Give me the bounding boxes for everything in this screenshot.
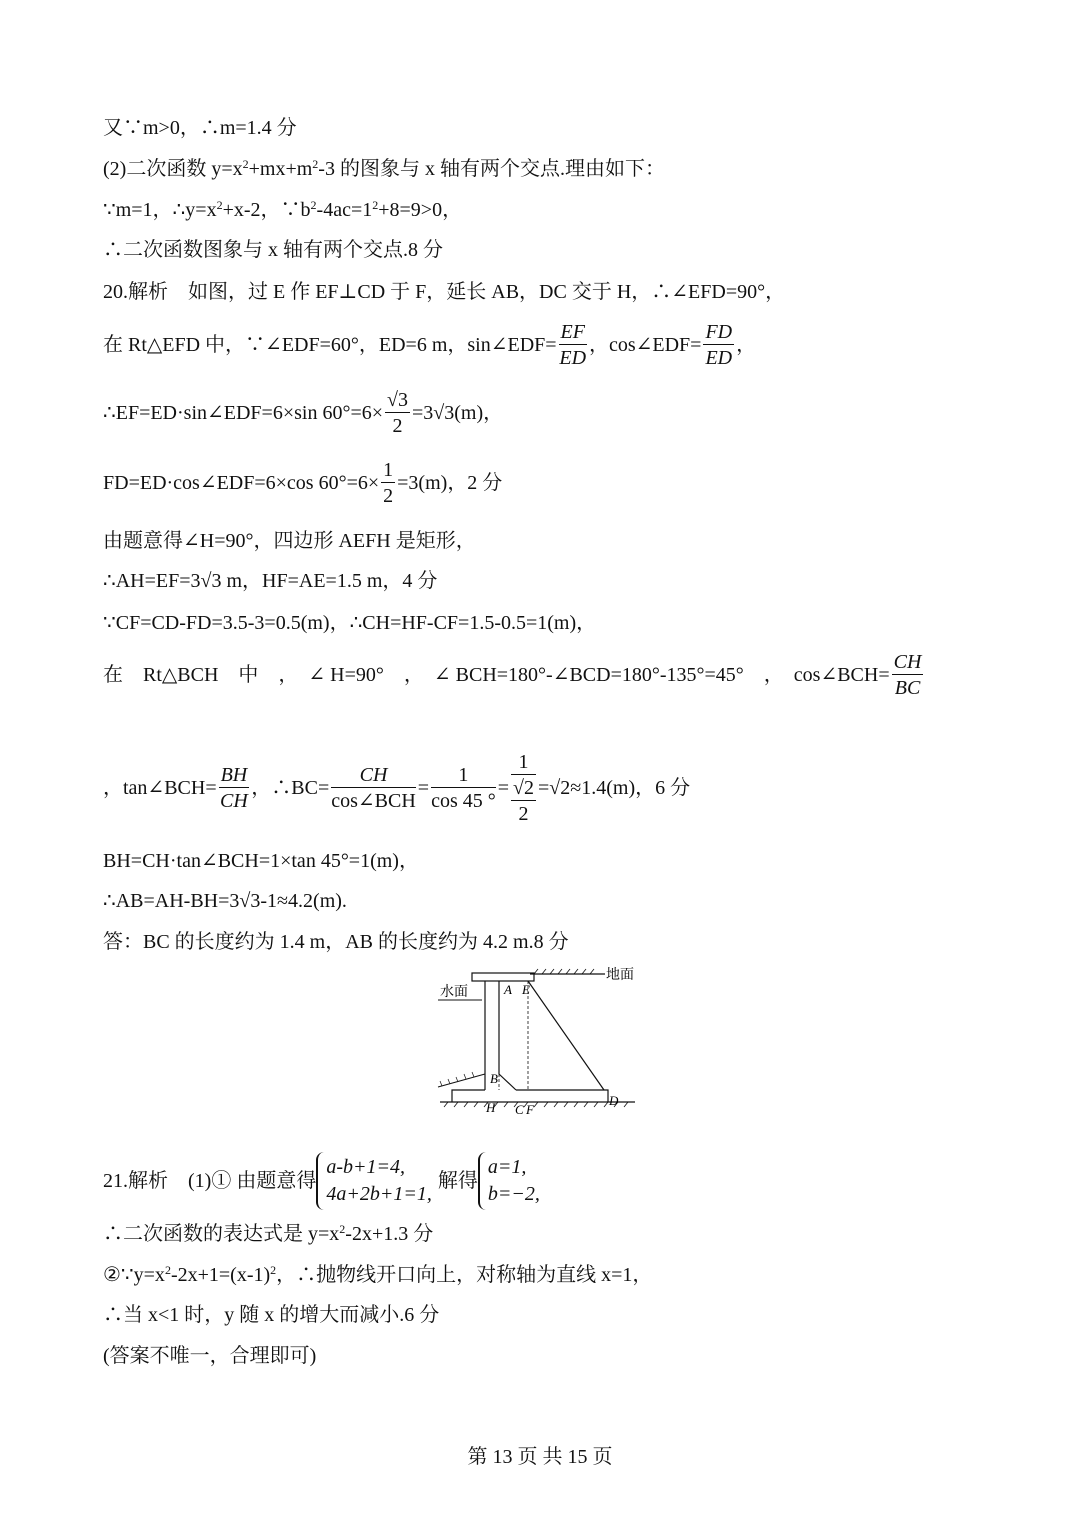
text-line-14: BH=CH·tan∠BCH=1×tan 45°=1(m)， xyxy=(103,850,419,872)
fraction-1-2: $\frac{1}{2}$ xyxy=(383,459,394,507)
equation-system-2: a=1, b=−2, xyxy=(478,1152,546,1210)
text-line-1: 又∵m>0，∴m=1.4 分 xyxy=(103,117,297,139)
text-line-18: ∴二次函数的表达式是 $y=x^2-2x+1.3$ 分 xyxy=(103,1222,434,1245)
text-line-10: ∴AH=EF=3√3 m，HF=AE=1.5 m，4 分 xyxy=(103,570,438,592)
fraction-ch-bc: $\frac{CH}{BC}$ xyxy=(893,651,922,699)
text-line-13: ，tan∠BCH= $\frac{BH}{CH}$ ，∴BC= $\frac{CH}{\text{cos∠BCH}}$ = $\frac{1}{\cos 45 ^\circ}$ = $\frac{1}{\frac{√2}{2}}$ =√2≈1.4(m)，6 分 xyxy=(103,751,691,825)
label-E: E xyxy=(522,982,530,997)
label-A: A xyxy=(504,982,512,997)
text-line-6: 在 Rt△EFD 中，∵∠EDF=60°，ED=6 m，sin∠EDF= $\frac{EF}{ED}$ ，cos∠EDF= $\frac{FD}{ED}$ ， xyxy=(103,321,757,369)
water-label: 水面 xyxy=(440,984,468,1000)
fraction-1-sqrt2over2: $\frac{1}{\frac{√2}{2}}$ xyxy=(513,751,534,825)
text-line-11: ∵CF=CD-FD=3.5-3=0.5(m)，∴CH=HF-CF=1.5-0.5=1(m)， xyxy=(103,612,597,634)
fraction-bh-ch: $\frac{BH}{CH}$ xyxy=(220,764,248,812)
fraction-sqrt3-2: $\frac{√3}{2}$ xyxy=(387,389,408,437)
text-line-20: ∴当 x<1 时，y 随 x 的增大而减小.6 分 xyxy=(103,1304,440,1326)
text-line-19: $②\because y=x^2-2x+1=(x-1)^2$，∴抛物线开口向上，对称轴为直线 x=1， xyxy=(103,1263,653,1286)
dam-cross-section-figure xyxy=(430,962,650,1127)
label-H: H xyxy=(486,1100,496,1115)
dam-figure-svg xyxy=(430,962,650,1127)
text-line-9: 由题意得∠H=90°，四边形 AEFH 是矩形， xyxy=(103,530,476,552)
fraction-ef-ed: $\frac{EF}{ED}$ xyxy=(559,321,587,369)
text-line-12: 在 Rt△BCH 中 ， ∠ H=90° ， ∠ BCH=180°-∠BCD=180°-135°=45° ， cos∠BCH= $\frac{CH}{BC}$ xyxy=(103,651,922,699)
fraction-ch-cosbch: $\frac{CH}{\text{cos∠BCH}}$ xyxy=(331,764,416,812)
text-line-15: ∴AB=AH-BH=3√3-1≈4.2(m). xyxy=(103,890,347,912)
equation-system-1: a-b+1=4, 4a+2b+1=1, xyxy=(316,1152,438,1210)
label-F: F xyxy=(526,1102,534,1117)
label-D: D xyxy=(609,1093,619,1108)
text-line-4: ∴二次函数图象与 x 轴有两个交点.8 分 xyxy=(103,239,443,261)
ground-label: 地面 xyxy=(606,967,634,983)
text-line-2: (2)二次函数 $y=x^2+mx+m^2-3$ 的图象与 x 轴有两个交点.理由如下： xyxy=(103,157,665,180)
label-B: B xyxy=(490,1071,498,1086)
fraction-1-cos45: $\frac{1}{\cos 45 ^\circ}$ xyxy=(431,764,496,812)
page-footer: 第 13 页 共 15 页 xyxy=(467,1446,613,1468)
text-line-7: ∴EF=ED·sin∠EDF=6×sin 60°=6× $\frac{√3}{2}$ =3√3(m)， xyxy=(103,389,504,437)
text-line-8: FD=ED·cos∠EDF=6×cos 60°=6× $\frac{1}{2}$ =3(m)，2 分 xyxy=(103,459,503,507)
fraction-fd-ed: $\frac{FD}{ED}$ xyxy=(705,321,733,369)
text-line-5: 20.解析 如图，过 E 作 EF⊥CD 于 F，延长 AB，DC 交于 H，∴∠EFD=90°， xyxy=(103,281,786,303)
text-line-21: (答案不唯一，合理即可) xyxy=(103,1345,317,1367)
label-C: C xyxy=(515,1102,524,1117)
text-line-17: 21.解析 (1)① 由题意得 a-b+1=4, 4a+2b+1=1, 解得 a=1, b=−2, xyxy=(103,1152,546,1210)
text-line-16: 答：BC 的长度约为 1.4 m，AB 的长度约为 4.2 m.8 分 xyxy=(103,931,569,953)
text-line-3: ∵m=1，$\therefore y=x^2+x-2$，$\because b^2-4ac=1^2+8=9>0$， xyxy=(103,198,463,221)
